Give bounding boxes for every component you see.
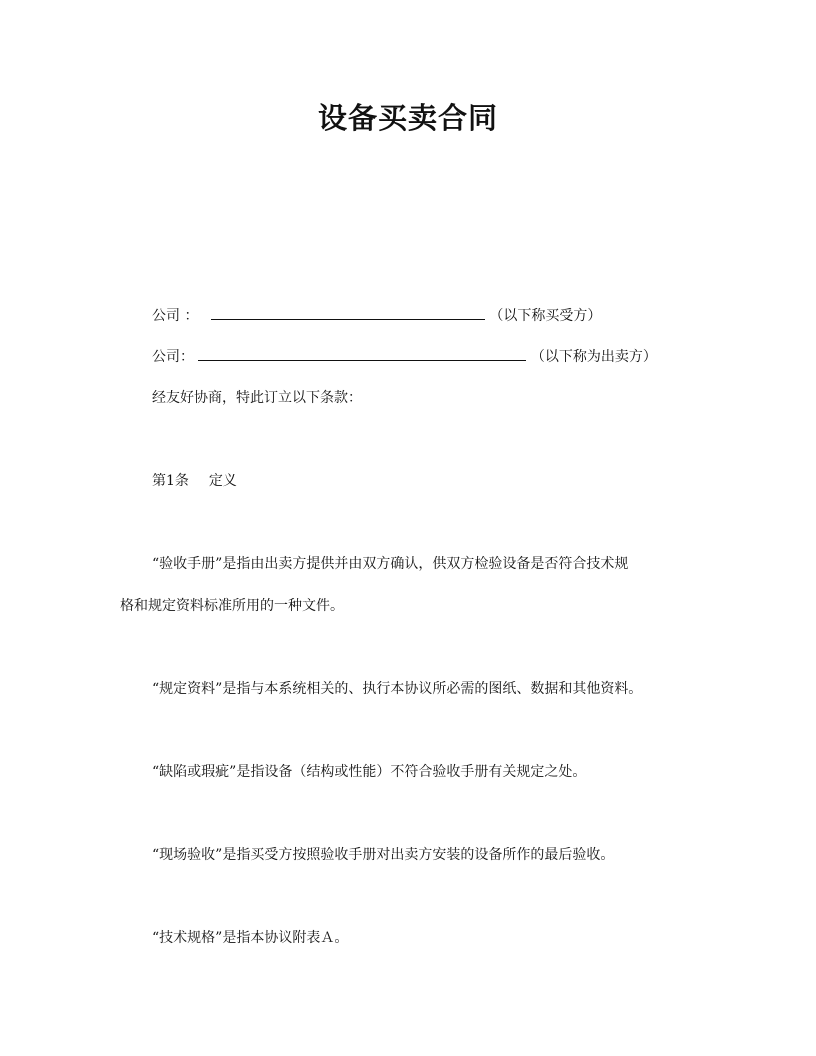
seller-name-blank[interactable] [198, 346, 526, 361]
definition-acceptance-manual-line1: “验收手册”是指由出卖方提供并由双方确认，供双方检验设备是否符合技术规 [152, 556, 629, 572]
seller-suffix: （以下称为出卖方） [530, 349, 657, 365]
document-title: 设备买卖合同 [317, 101, 498, 135]
seller-label: 公司： [152, 349, 194, 365]
buyer-suffix: （以下称买受方） [489, 308, 602, 324]
definition-acceptance-manual-line2: 格和规定资料标准所用的一种文件。 [120, 598, 344, 614]
definition-site-acceptance: “现场验收”是指买受方按照验收手册对出卖方安装的设备所作的最后验收。 [152, 847, 615, 863]
definition-specified-materials: “规定资料”是指与本系统相关的、执行本协议所必需的图纸、数据和其他资料。 [152, 681, 643, 697]
buyer-name-blank[interactable] [211, 305, 485, 320]
article-number: 第1条 [152, 473, 189, 489]
article-title: 定义 [208, 473, 237, 489]
seller-line [152, 346, 657, 367]
buyer-line [152, 305, 601, 326]
definition-technical-spec: “技术规格”是指本协议附表Ａ。 [152, 930, 349, 946]
article-1-heading [152, 471, 237, 491]
definition-defect: “缺陷或瑕疵”是指设备（结构或性能）不符合验收手册有关规定之处。 [152, 764, 587, 780]
buyer-label: 公司 ： [152, 308, 199, 324]
intro-text: 经友好协商，特此订立以下条款： [152, 390, 362, 406]
